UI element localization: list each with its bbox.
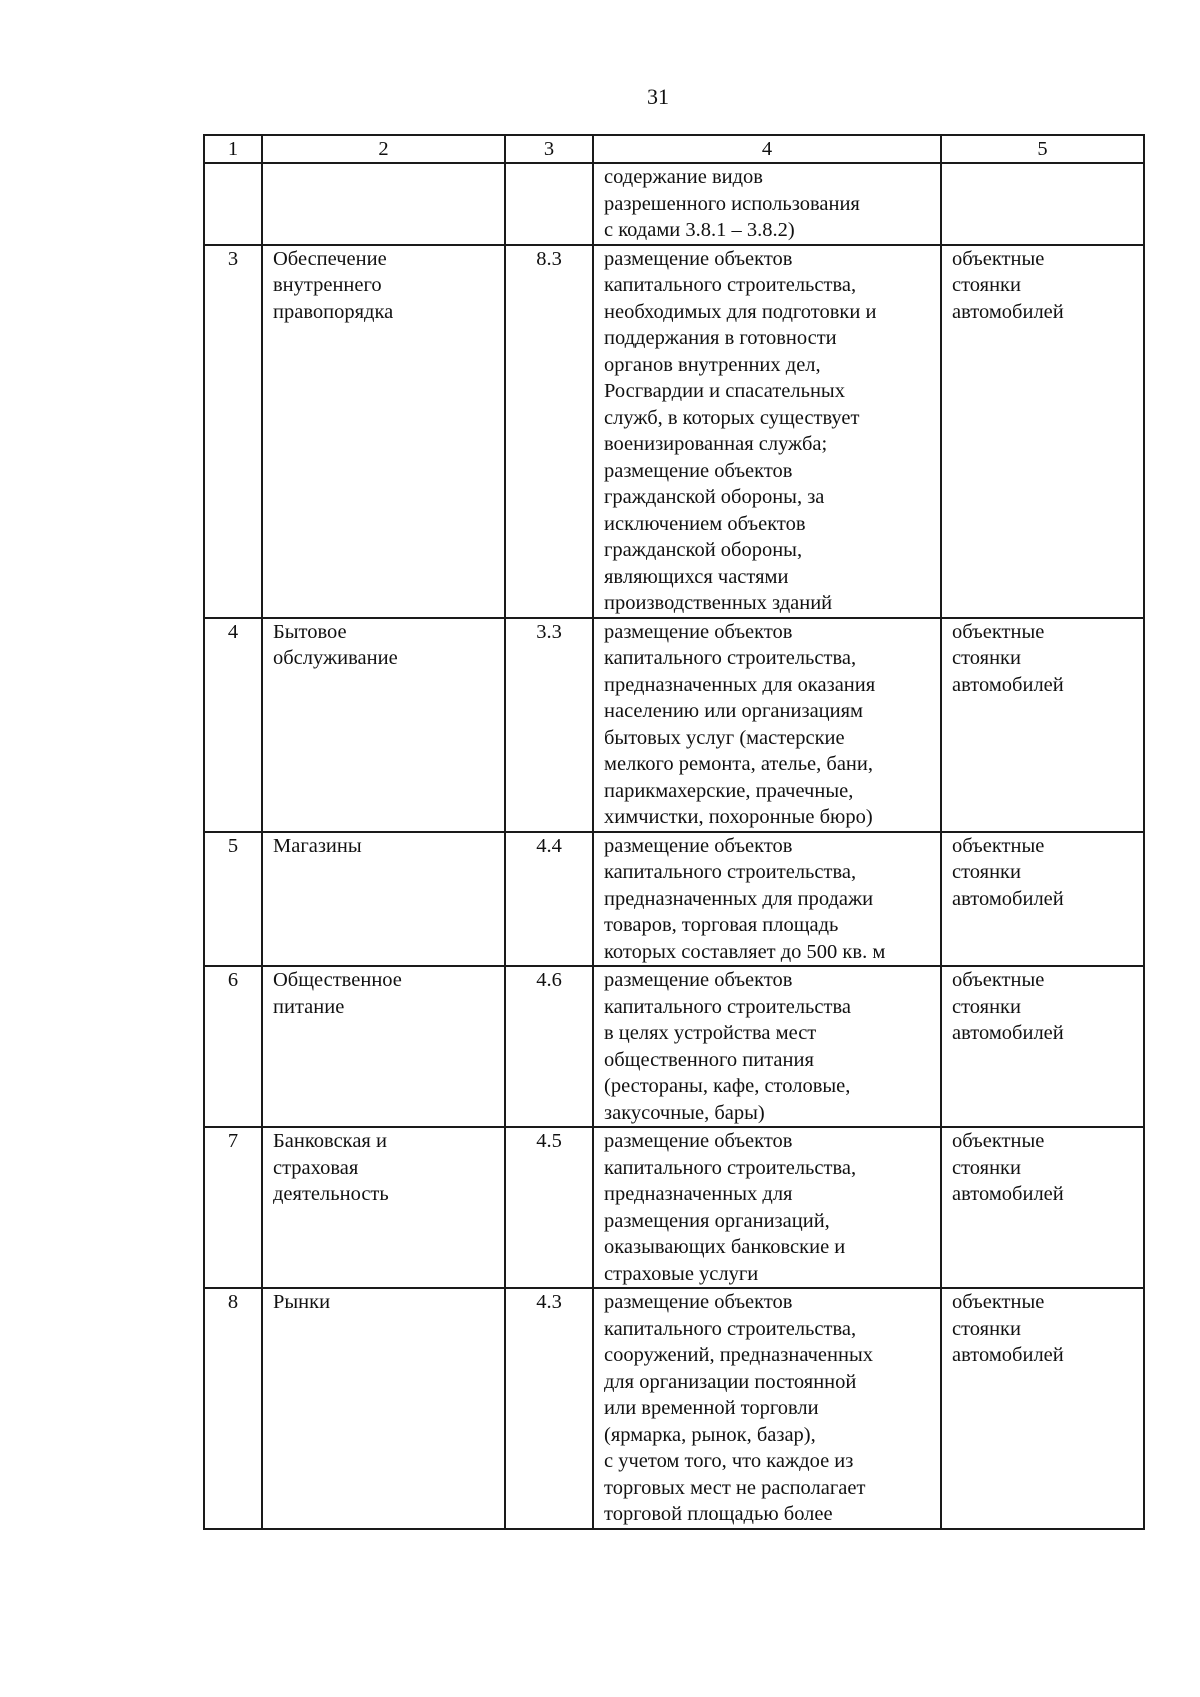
description-line: производственных зданий [604,592,833,614]
use-code-cell: 4.6 [505,966,593,1127]
parking-line: стоянки [952,995,1021,1018]
use-name-line: питание [273,995,345,1018]
parking-cell [941,618,1144,832]
use-name-cell [262,618,505,832]
table-row [204,1127,1144,1288]
description-cell [593,163,941,245]
description-line: размещение объектов [604,459,793,482]
description-line: парикмахерские, прачечные, [604,779,854,802]
description-line: населению или организациям [604,700,864,722]
use-name-line: Банковская и [273,1130,387,1152]
parking-line: объектные [952,969,1045,991]
description-cell [593,966,941,1127]
parking-line: автомобилей [952,673,1064,696]
description-line: сооружений, предназначенных [604,1344,873,1366]
description-line: оказывающих банковские и [604,1236,846,1258]
description-line: предназначенных для оказания [604,673,876,696]
table-row [204,1288,1144,1529]
parking-cell [941,163,1144,245]
description-line: мелкого ремонта, ателье, бани, [604,753,873,775]
header-col-1: 1 [204,135,262,163]
use-name-line: Рынки [273,1291,331,1313]
use-name-cell [262,832,505,967]
row-number-cell [204,163,262,245]
table-row [204,832,1144,967]
use-name-cell [262,1288,505,1529]
description-line: капитального строительства, [604,274,857,296]
table-row [204,163,1144,245]
parking-line: стоянки [952,861,1021,883]
use-name-line: деятельность [273,1183,389,1205]
parking-cell [941,966,1144,1127]
row-number-cell: 6 [204,966,262,1127]
parking-line: автомобилей [952,1022,1064,1044]
page-number: 31 [647,84,669,109]
header-col-2: 2 [262,135,505,163]
description-cell [593,1288,941,1529]
use-name-line: страховая [273,1156,359,1179]
use-name-cell [262,163,505,245]
description-line: предназначенных для продажи [604,887,874,910]
description-line: размещение объектов [604,1291,793,1313]
description-line: (ярмарка, рынок, базар), [604,1423,816,1446]
use-code-cell: 4.4 [505,832,593,967]
use-code-cell [505,163,593,245]
description-line: капитального строительства, [604,647,857,669]
description-line: химчистки, похоронные бюро) [604,806,873,828]
description-line: с кодами 3.8.1 – 3.8.2) [604,219,795,241]
description-line: общественного питания [604,1048,814,1071]
parking-line: объектные [952,620,1045,643]
parking-line: стоянки [952,1317,1021,1340]
description-cell [593,1127,941,1288]
header-col-3: 3 [505,135,593,163]
description-line: торговой площадью более [604,1503,833,1525]
header-col-5: 5 [941,135,1144,163]
description-line: которых составляет до 500 кв. м [604,940,886,963]
description-line: бытовых услуг (мастерские [604,726,845,749]
parking-cell [941,1288,1144,1529]
description-line: торговых мест не располагает [604,1476,866,1499]
row-number-cell: 7 [204,1127,262,1288]
description-cell [593,245,941,618]
description-line: служб, в которых существует [604,406,860,429]
description-line: предназначенных для [604,1183,793,1205]
table-row [204,245,1144,618]
description-line: капитального строительства, [604,1317,857,1340]
use-code-cell: 8.3 [505,245,593,618]
row-number-cell: 5 [204,832,262,967]
use-name-line: Общественное [273,969,402,991]
use-name-cell [262,1127,505,1288]
description-line: в целях устройства мест [604,1022,817,1044]
table-row [204,966,1144,1127]
description-line: капитального строительства [604,995,851,1018]
description-line: (рестораны, кафе, столовые, [604,1075,851,1097]
row-number-cell: 3 [204,245,262,618]
table-header-row [204,135,1144,163]
description-line: содержание видов [604,166,763,188]
description-line: размещения организаций, [604,1209,830,1232]
description-line: капитального строительства, [604,1156,857,1179]
use-name-line: правопорядка [273,300,394,323]
description-line: размещение объектов [604,620,793,643]
parking-line: объектные [952,834,1045,857]
description-line: страховые услуги [604,1262,759,1285]
parking-line: объектные [952,1130,1045,1152]
use-code-cell: 3.3 [505,618,593,832]
table-body [204,163,1144,1529]
description-cell [593,832,941,967]
description-line: разрешенного использования [604,192,860,215]
parking-cell [941,832,1144,967]
use-code-cell: 4.3 [505,1288,593,1529]
use-name-line: внутреннего [273,274,382,296]
description-line: размещение объектов [604,969,793,991]
description-line: исключением объектов [604,512,806,535]
description-cell [593,618,941,832]
description-line: поддержания в готовности [604,327,837,349]
description-line: размещение объектов [604,1130,793,1152]
parking-line: автомобилей [952,887,1064,910]
table-row [204,618,1144,832]
description-line: для организации постоянной [604,1370,857,1393]
use-name-line: Магазины [273,834,362,857]
description-line: являющихся частями [604,565,789,588]
parking-line: объектные [952,247,1045,270]
parking-line: стоянки [952,274,1021,296]
use-name-cell [262,245,505,618]
use-name-line: Обеспечение [273,247,387,270]
parking-line: автомобилей [952,300,1064,323]
land-use-table [203,134,1145,1530]
parking-cell [941,1127,1144,1288]
parking-cell [941,245,1144,618]
parking-line: объектные [952,1291,1045,1313]
parking-line: автомобилей [952,1344,1064,1366]
description-line: размещение объектов [604,247,793,270]
row-number-cell: 4 [204,618,262,832]
parking-line: стоянки [952,647,1021,669]
description-line: необходимых для подготовки и [604,300,877,323]
description-line: с учетом того, что каждое из [604,1450,854,1472]
description-line: закусочные, бары) [604,1101,765,1124]
description-line: органов внутренних дел, [604,353,821,376]
row-number-cell: 8 [204,1288,262,1529]
description-line: товаров, торговая площадь [604,914,839,936]
header-col-4: 4 [593,135,941,163]
use-code-cell: 4.5 [505,1127,593,1288]
use-name-line: Бытовое [273,620,347,643]
use-name-line: обслуживание [273,647,398,669]
description-line: размещение объектов [604,834,793,857]
description-line: или временной торговли [604,1397,819,1419]
parking-line: автомобилей [952,1183,1064,1205]
parking-line: стоянки [952,1156,1021,1179]
use-name-cell [262,966,505,1127]
description-line: военизированная служба; [604,433,828,455]
description-line: гражданской обороны, за [604,486,825,508]
description-line: гражданской обороны, [604,539,803,561]
description-line: Росгвардии и спасательных [604,380,845,402]
description-line: капитального строительства, [604,861,857,883]
